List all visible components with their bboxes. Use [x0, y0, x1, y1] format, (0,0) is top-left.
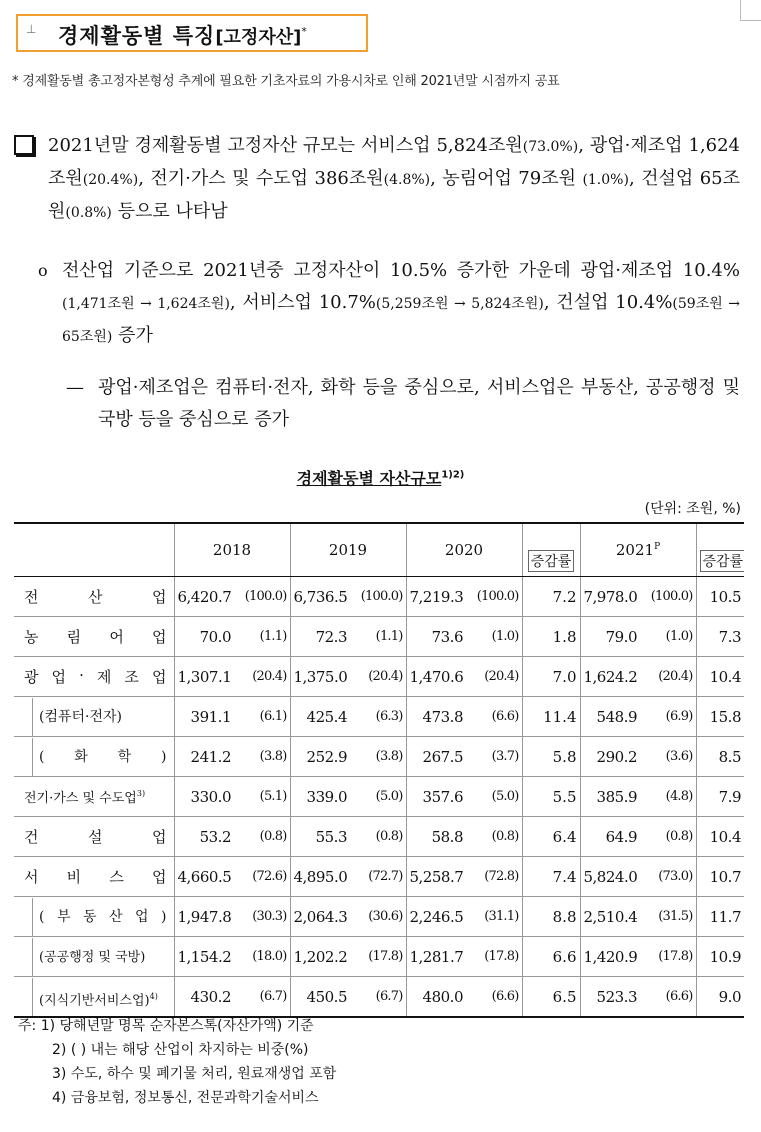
- table-title: [0, 466, 761, 489]
- table-row: [14, 977, 744, 1018]
- p1-share-d: (1.0%): [582, 172, 629, 188]
- circle-bullet-icon: o: [38, 261, 48, 280]
- cell-v2019: 339.0: [290, 777, 350, 817]
- row-label-char: (: [39, 908, 45, 925]
- p1-text-e: , 건설업 65조원: [48, 168, 740, 222]
- p1-text-d: , 농림어업 79조원: [430, 168, 576, 189]
- cell-v2019: 450.5: [290, 977, 350, 1018]
- cell-g2020: 5.8: [522, 737, 580, 777]
- row-label-char: 스: [109, 868, 124, 886]
- cell-g2020: 6.4: [522, 817, 580, 857]
- page-corner-mark: [740, 0, 761, 21]
- cell-v2018: 430.2: [174, 977, 234, 1018]
- cell-g2021: 10.9: [696, 937, 744, 977]
- row-label-char: 업: [152, 588, 167, 606]
- row-label: [14, 817, 174, 857]
- cell-v2020: 58.8: [406, 817, 466, 857]
- row-label-char: 림: [66, 628, 82, 646]
- cell-v2021: 385.9: [580, 777, 640, 817]
- row-label-inner: [24, 826, 171, 847]
- row-label-char: 학: [117, 748, 132, 765]
- cell-g2020: 11.4: [522, 697, 580, 737]
- row-label: [14, 977, 174, 1018]
- section-title-box: [16, 14, 368, 52]
- cell-g2021: 10.7: [696, 857, 744, 897]
- row-label-sup: 3): [136, 789, 146, 798]
- cell-v2018: 1,947.8: [174, 897, 234, 937]
- cell-p2021: (6.9): [640, 697, 696, 737]
- row-label-char: ): [161, 908, 167, 925]
- cell-g2020: 7.4: [522, 857, 580, 897]
- table-header-row: [14, 523, 744, 577]
- section-title-mark: *: [301, 25, 308, 38]
- cell-g2020: 5.5: [522, 777, 580, 817]
- cell-v2021: 290.2: [580, 737, 640, 777]
- header-growth-2021: [696, 523, 744, 577]
- table-title-sup: 1)2): [441, 469, 465, 481]
- row-label-char: 농: [24, 628, 39, 646]
- row-label-inner: [24, 666, 171, 687]
- row-label-char: 건: [24, 828, 39, 846]
- cell-p2021: (17.8): [640, 937, 696, 977]
- table-row: [14, 617, 744, 657]
- row-label-char: 화: [74, 748, 88, 765]
- table-row: [14, 657, 744, 697]
- cell-v2018: 241.2: [174, 737, 234, 777]
- cell-v2020: 267.5: [406, 737, 466, 777]
- header-year-2020: 2020: [406, 523, 522, 577]
- cell-p2018: (6.7): [234, 977, 290, 1018]
- cell-v2019: 425.4: [290, 697, 350, 737]
- row-label-inner: [24, 626, 171, 647]
- cell-p2018: (5.1): [234, 777, 290, 817]
- p1-share-a: (73.0%): [522, 139, 579, 155]
- cell-v2021: 548.9: [580, 697, 640, 737]
- header-year-2021-text: 2021: [615, 541, 655, 559]
- cell-p2020: (17.8): [466, 937, 522, 977]
- header-growth-2020: [522, 523, 580, 577]
- cell-v2019: 6,736.5: [290, 577, 350, 617]
- cell-p2020: (20.4): [466, 657, 522, 697]
- cell-v2021: 2,510.4: [580, 897, 640, 937]
- cell-p2019: (100.0): [350, 577, 406, 617]
- p3-text: 광업·제조업은 컴퓨터·전자, 화학 등을 중심으로, 서비스업은 부동산, 공공행정 및 국방 등을 중심으로 증가: [98, 377, 740, 430]
- cell-p2019: (6.3): [350, 697, 406, 737]
- p2-range-c: (59조원 → 65조원): [62, 296, 740, 345]
- row-label-text: 전기·가스 및 수도업: [24, 791, 137, 806]
- detail-paragraph: [38, 255, 740, 353]
- p2-text-d: 증가: [112, 325, 153, 346]
- cell-v2021: 79.0: [580, 617, 640, 657]
- row-label-inner: [32, 698, 171, 736]
- table-row: [14, 817, 744, 857]
- row-label-char: (: [39, 748, 45, 765]
- cell-v2018: 1,154.2: [174, 937, 234, 977]
- row-label-char: 광: [24, 668, 39, 686]
- table-row: [14, 857, 744, 897]
- cell-p2021: (1.0): [640, 617, 696, 657]
- p1-text-a: 2021년말 경제활동별 고정자산 규모는 서비스업 5,824조원: [48, 135, 523, 156]
- p2-text-a: 전산업 기준으로 2021년중 고정자산이 10.5% 증가한 가운데 광업·제조업 10.4%: [62, 260, 740, 281]
- row-label: [14, 617, 174, 657]
- row-label-inner: [24, 586, 171, 607]
- header-year-2018: 2018: [174, 523, 290, 577]
- cell-v2020: 480.0: [406, 977, 466, 1018]
- cell-p2019: (72.7): [350, 857, 406, 897]
- row-label-char: 어: [109, 628, 124, 646]
- dash-bullet-icon: —: [66, 377, 84, 398]
- row-label: [14, 897, 174, 937]
- cell-p2020: (6.6): [466, 697, 522, 737]
- row-label: [14, 577, 174, 617]
- header-year-2021-sup: P: [654, 542, 661, 552]
- section-title: [58, 20, 308, 50]
- row-label-char: 조: [124, 668, 139, 686]
- cell-v2020: 73.6: [406, 617, 466, 657]
- top-note: * 경제활동별 총고정자본형성 추계에 필요한 기초자료의 가용시차로 인해 2021년말 시점까지 공표: [12, 74, 560, 89]
- cell-v2018: 53.2: [174, 817, 234, 857]
- cell-g2020: 6.5: [522, 977, 580, 1018]
- header-year-2021: [580, 523, 696, 577]
- cell-v2020: 1,281.7: [406, 937, 466, 977]
- cell-v2018: 4,660.5: [174, 857, 234, 897]
- cell-v2021: 523.3: [580, 977, 640, 1018]
- cell-v2018: 70.0: [174, 617, 234, 657]
- row-label-char: 업: [151, 868, 167, 886]
- cell-v2020: 473.8: [406, 697, 466, 737]
- cell-p2021: (3.6): [640, 737, 696, 777]
- section-title-suffix: [고정자산]: [215, 27, 302, 48]
- cell-v2019: 1,375.0: [290, 657, 350, 697]
- row-label-char: 산: [88, 588, 103, 606]
- p1-share-c: (4.8%): [383, 172, 431, 188]
- row-label-char: 전: [24, 588, 39, 606]
- cell-p2019: (5.0): [350, 777, 406, 817]
- cell-p2019: (0.8): [350, 817, 406, 857]
- row-label: [14, 937, 174, 977]
- cell-p2019: (17.8): [350, 937, 406, 977]
- row-label-inner: [24, 787, 171, 806]
- p1-text-f: 등으로 나타남: [111, 201, 228, 222]
- row-label-char: 업: [51, 668, 67, 686]
- cell-p2021: (20.4): [640, 657, 696, 697]
- row-label: [14, 737, 174, 777]
- row-label: [14, 777, 174, 817]
- row-label-char: ·: [79, 666, 84, 684]
- cell-g2021: 7.3: [696, 617, 744, 657]
- row-label-char: 부: [56, 908, 71, 925]
- cell-p2021: (31.5): [640, 897, 696, 937]
- row-label-char: 업: [152, 828, 167, 846]
- p2-text-b: , 서비스업 10.7%: [229, 292, 376, 313]
- cell-p2021: (100.0): [640, 577, 696, 617]
- row-label-text: (공공행정 및 국방): [39, 949, 146, 965]
- cell-g2021: 9.0: [696, 977, 744, 1018]
- footnote-3: 3) 수도, 하수 및 폐기물 처리, 원료재생업 포함: [52, 1066, 337, 1082]
- cell-v2021: 1,420.9: [580, 937, 640, 977]
- cell-p2019: (20.4): [350, 657, 406, 697]
- cell-p2020: (100.0): [466, 577, 522, 617]
- checkbox-bullet-icon: [14, 135, 34, 155]
- cell-v2019: 72.3: [290, 617, 350, 657]
- cell-v2018: 6,420.7: [174, 577, 234, 617]
- cell-p2021: (4.8): [640, 777, 696, 817]
- cell-p2020: (0.8): [466, 817, 522, 857]
- footnote-prefix: 주:: [18, 1018, 37, 1034]
- cell-p2021: (6.6): [640, 977, 696, 1018]
- cell-p2018: (30.3): [234, 897, 290, 937]
- cell-g2021: 7.9: [696, 777, 744, 817]
- cell-p2018: (6.1): [234, 697, 290, 737]
- cell-g2020: 8.8: [522, 897, 580, 937]
- cell-g2021: 10.4: [696, 657, 744, 697]
- row-label-char: 산: [108, 908, 123, 925]
- cell-p2020: (6.6): [466, 977, 522, 1018]
- row-label-inner: [32, 738, 171, 776]
- header-empty-cell: [14, 523, 174, 577]
- header-year-2019: 2019: [290, 523, 406, 577]
- anchor-icon: ⊥: [26, 22, 37, 36]
- row-label-char: 업: [151, 628, 167, 646]
- cell-p2018: (18.0): [234, 937, 290, 977]
- table-row: [14, 577, 744, 617]
- row-label-char: ): [161, 748, 167, 765]
- cell-p2019: (6.7): [350, 977, 406, 1018]
- cell-v2020: 357.6: [406, 777, 466, 817]
- cell-v2019: 2,064.3: [290, 897, 350, 937]
- cell-v2020: 7,219.3: [406, 577, 466, 617]
- row-label-sup: 4): [149, 991, 158, 1001]
- cell-v2020: 2,246.5: [406, 897, 466, 937]
- p1-text-b: , 광업·제조업 1,624조원: [48, 135, 740, 189]
- table-unit: (단위: 조원, %): [644, 501, 741, 517]
- table-row: [14, 777, 744, 817]
- p1-text-c: , 전기·가스 및 수도업 386조원: [138, 168, 384, 189]
- p2-text-c: , 건설업 10.4%: [543, 292, 673, 313]
- header-growth-2020-label: 증감률: [528, 550, 575, 572]
- row-label: [14, 697, 174, 737]
- row-label-char: 업: [151, 668, 167, 686]
- asset-table: [14, 522, 744, 1018]
- cell-v2018: 1,307.1: [174, 657, 234, 697]
- cell-p2019: (1.1): [350, 617, 406, 657]
- footnote-4: 4) 금융보험, 정보통신, 전문과학기술서비스: [52, 1090, 319, 1106]
- p1-share-b: (20.4%): [82, 172, 139, 188]
- cell-p2018: (3.8): [234, 737, 290, 777]
- row-label-inner: [24, 866, 171, 887]
- table-row: [14, 937, 744, 977]
- cell-p2018: (1.1): [234, 617, 290, 657]
- row-label-char: 설: [88, 828, 103, 846]
- cell-g2021: 8.5: [696, 737, 744, 777]
- row-label-inner: [32, 898, 171, 936]
- cell-p2018: (72.6): [234, 857, 290, 897]
- cell-v2021: 5,824.0: [580, 857, 640, 897]
- row-label-text: (지식기반서비스업): [39, 993, 150, 1009]
- row-label-char: 서: [24, 868, 39, 886]
- table-row: [14, 697, 744, 737]
- cell-p2018: (100.0): [234, 577, 290, 617]
- cell-p2018: (20.4): [234, 657, 290, 697]
- cell-p2020: (5.0): [466, 777, 522, 817]
- cell-v2019: 1,202.2: [290, 937, 350, 977]
- cell-p2019: (30.6): [350, 897, 406, 937]
- row-label-char: 제: [96, 668, 112, 686]
- cell-p2018: (0.8): [234, 817, 290, 857]
- p2-range-a: (1,471조원 → 1,624조원): [62, 296, 230, 312]
- row-label-char: 비: [66, 868, 82, 886]
- row-label-char: 업: [135, 908, 149, 925]
- footnote-1-line: [18, 1014, 336, 1038]
- row-label-inner: [32, 938, 171, 976]
- cell-p2020: (1.0): [466, 617, 522, 657]
- table-title-text: 경제활동별 자산규모: [296, 469, 442, 488]
- cell-v2019: 55.3: [290, 817, 350, 857]
- section-title-text: 경제활동별 특징: [58, 24, 216, 48]
- cell-v2019: 4,895.0: [290, 857, 350, 897]
- p2-range-b: (5,259조원 → 5,824조원): [375, 296, 544, 312]
- sub-detail-paragraph: [66, 372, 740, 436]
- cell-v2021: 7,978.0: [580, 577, 640, 617]
- cell-p2020: (72.8): [466, 857, 522, 897]
- header-growth-2021-label: 증감률: [700, 550, 745, 572]
- cell-g2021: 10.4: [696, 817, 744, 857]
- table-row: [14, 737, 744, 777]
- cell-g2020: 7.0: [522, 657, 580, 697]
- table-row: [14, 897, 744, 937]
- cell-v2021: 1,624.2: [580, 657, 640, 697]
- row-label-inner: [32, 978, 171, 1016]
- cell-v2020: 1,470.6: [406, 657, 466, 697]
- cell-p2020: (31.1): [466, 897, 522, 937]
- footnote-2: 2) ( ) 내는 해당 산업이 차지하는 비중(%): [52, 1042, 309, 1058]
- row-label: [14, 857, 174, 897]
- footnotes: [18, 1014, 336, 1110]
- cell-p2021: (0.8): [640, 817, 696, 857]
- p1-share-e: (0.8%): [65, 205, 112, 221]
- row-label: [14, 657, 174, 697]
- cell-g2021: 15.8: [696, 697, 744, 737]
- cell-g2021: 10.5: [696, 577, 744, 617]
- cell-v2021: 64.9: [580, 817, 640, 857]
- cell-v2020: 5,258.7: [406, 857, 466, 897]
- cell-p2020: (3.7): [466, 737, 522, 777]
- cell-g2020: 1.8: [522, 617, 580, 657]
- cell-g2020: 7.2: [522, 577, 580, 617]
- cell-p2019: (3.8): [350, 737, 406, 777]
- cell-g2020: 6.6: [522, 937, 580, 977]
- row-label-text: (컴퓨터·전자): [39, 708, 122, 725]
- cell-v2018: 391.1: [174, 697, 234, 737]
- footnote-1: 1) 당해년말 명목 순자본스톡(자산가액) 기준: [40, 1018, 314, 1034]
- cell-v2018: 330.0: [174, 777, 234, 817]
- cell-p2021: (73.0): [640, 857, 696, 897]
- cell-v2019: 252.9: [290, 737, 350, 777]
- summary-paragraph: [48, 130, 740, 229]
- cell-g2021: 11.7: [696, 897, 744, 937]
- row-label-char: 동: [82, 908, 97, 925]
